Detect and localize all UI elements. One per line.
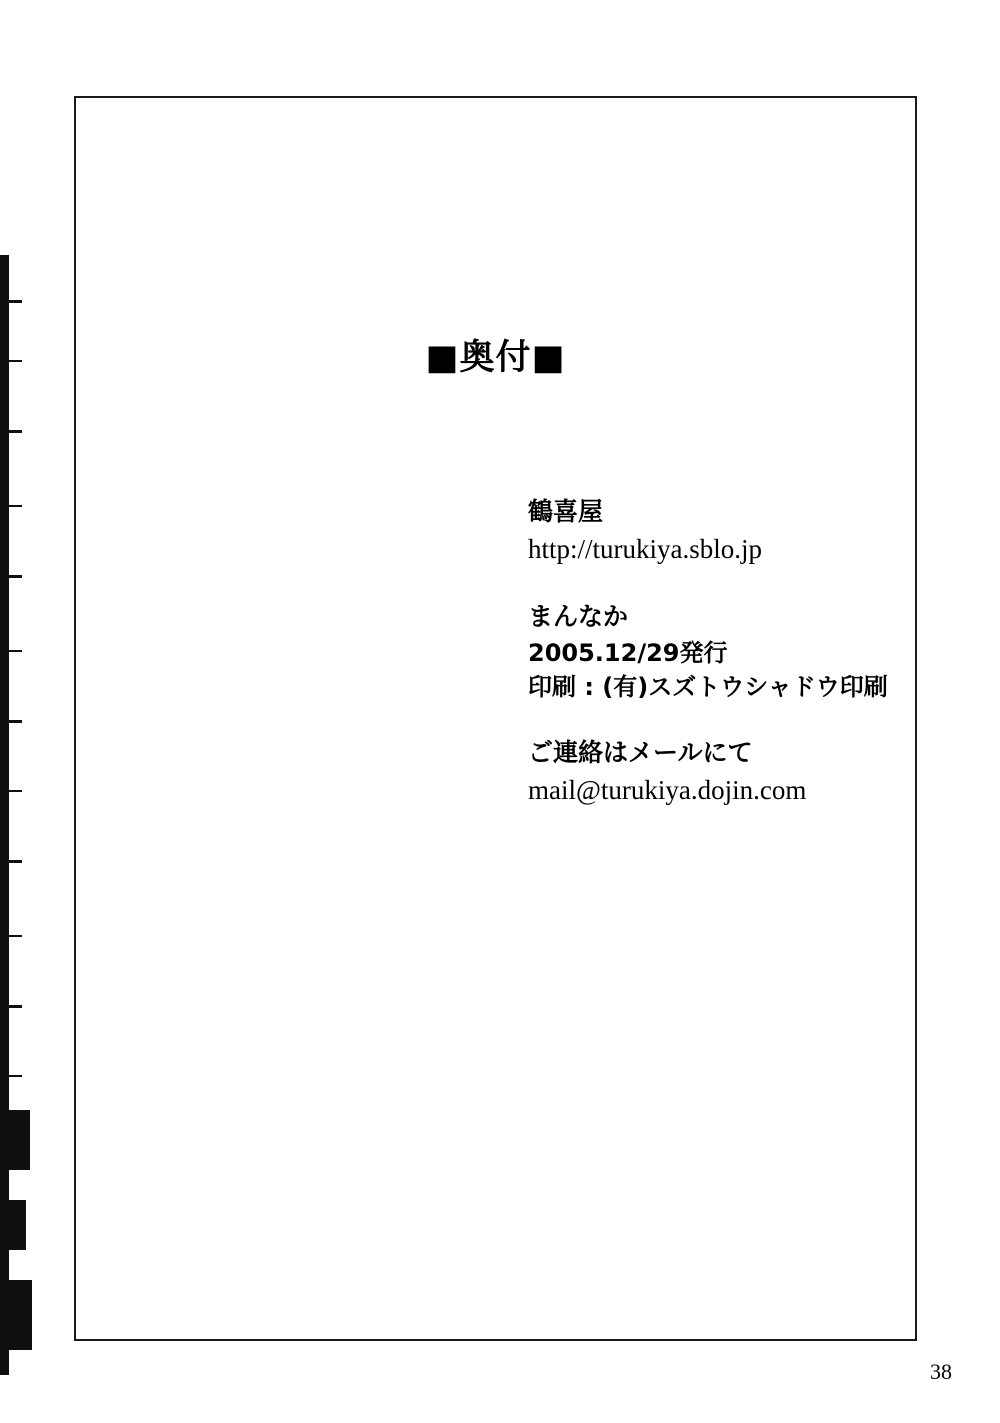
publication-release-date: 2005.12/29発行 xyxy=(528,638,728,667)
scan-speckle xyxy=(8,430,22,433)
publication-info-group xyxy=(528,599,948,705)
scan-speckle xyxy=(8,720,22,723)
publication-printer: 印刷 : (有)スズトウシャドウ印刷 xyxy=(528,673,888,702)
contact-note: ご連絡はメールにて xyxy=(528,738,753,768)
scan-speckle xyxy=(8,360,22,362)
circle-website: http://turukiya.sblo.jp xyxy=(528,534,762,565)
scan-speckle xyxy=(8,1005,22,1008)
scan-speckle xyxy=(8,650,22,652)
scan-speckle xyxy=(8,505,22,507)
scan-speckle xyxy=(8,1200,26,1250)
colophon-info-block xyxy=(528,494,948,811)
contact-email: mail@turukiya.dojin.com xyxy=(528,775,807,806)
circle-name: 鶴喜屋 xyxy=(528,497,604,526)
publication-title: まんなか xyxy=(528,602,629,632)
scan-speckle xyxy=(8,935,22,937)
scan-speckle xyxy=(8,1075,22,1077)
scan-speckle xyxy=(8,1110,30,1170)
scan-speckle xyxy=(8,790,22,792)
page-title: ■奥付■ xyxy=(425,338,566,378)
page-number: 38 xyxy=(930,1359,952,1384)
contact-info-group xyxy=(528,735,948,810)
circle-info-group xyxy=(528,494,948,569)
scan-speckle xyxy=(8,1280,32,1350)
scan-speckle xyxy=(8,575,22,578)
page-border-frame xyxy=(74,96,917,1341)
scan-speckle xyxy=(8,860,22,863)
scan-speckle xyxy=(8,300,22,303)
